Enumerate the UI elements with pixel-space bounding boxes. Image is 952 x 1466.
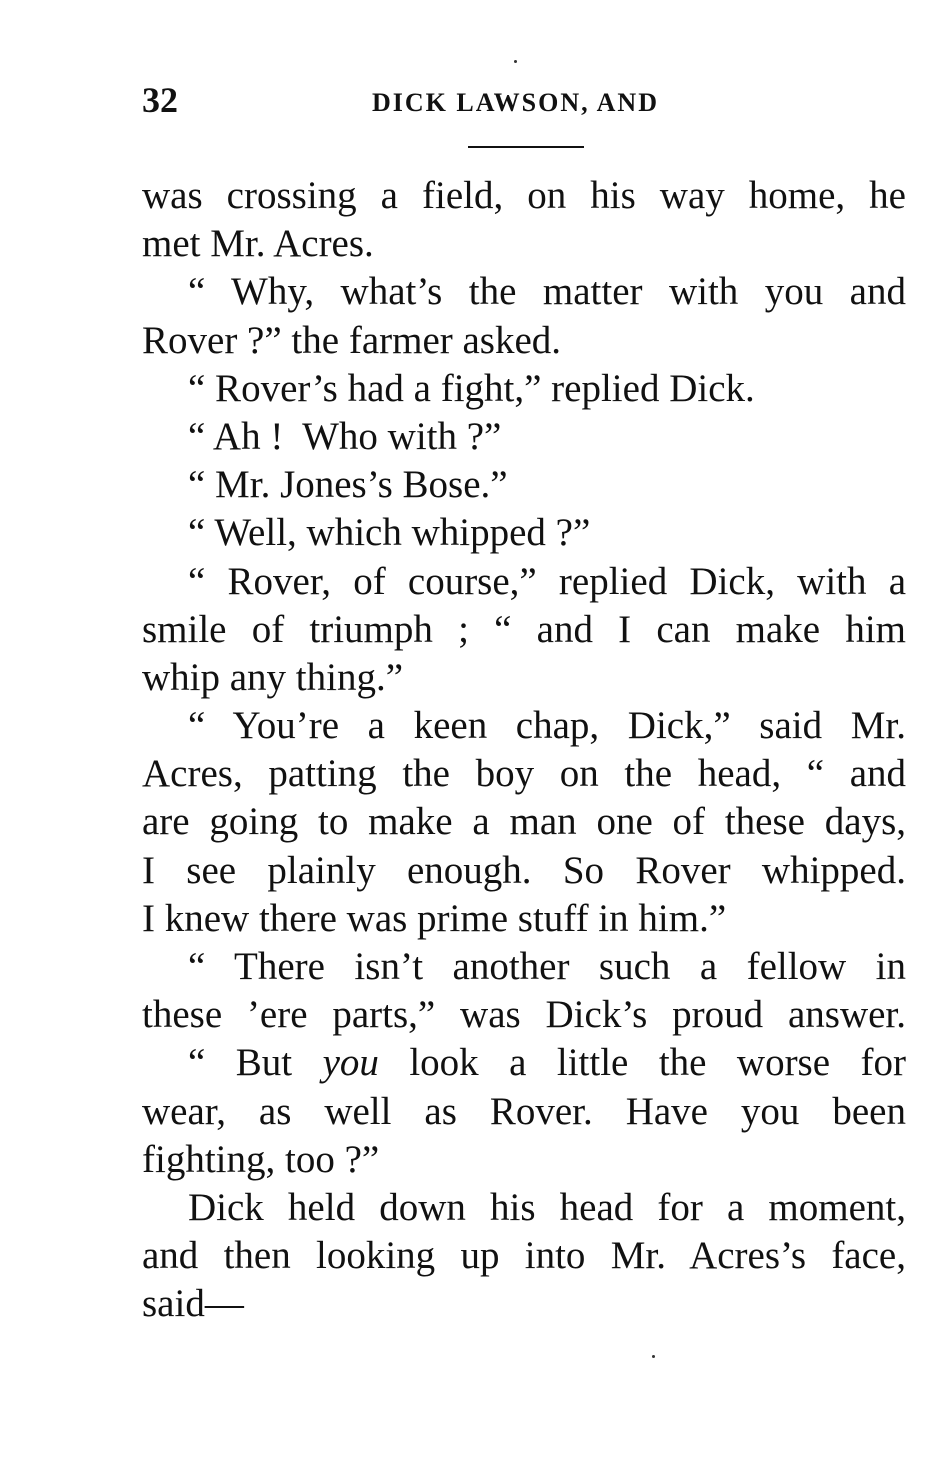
text-fragment: look a little the worse for [378, 1041, 906, 1085]
running-title: DICK LAWSON, AND [372, 88, 659, 117]
print-speck [652, 1355, 655, 1358]
header-rule [468, 146, 584, 148]
text-line: “ Rover, of course,” replied Dick, with a [188, 559, 906, 603]
text-line: said— [142, 1282, 244, 1326]
text-line: and then looking up into Mr. Acres’s face, [142, 1234, 906, 1278]
text-line: Acres, patting the boy on the head, “ and [142, 752, 906, 796]
text-line: smile of triumph ; “ and I can make him [142, 607, 906, 651]
text-line: met Mr. Acres. [142, 222, 374, 266]
page-number: 32 [142, 80, 178, 120]
text-line: these ’ere parts,” was Dick’s proud answer. [142, 993, 906, 1037]
text-line: “ There isn’t another such a fellow in [188, 945, 906, 988]
text-line: “ Rover’s had a fight,” replied Dick. [188, 366, 755, 410]
text-line: fighting, too ?” [142, 1137, 380, 1181]
text-line: Dick held down his head for a moment, [188, 1185, 906, 1229]
print-speck [514, 60, 517, 63]
emphasized-word: you [322, 1041, 379, 1085]
body-text [142, 172, 906, 1329]
text-line: “ Well, which whipped ?” [188, 511, 591, 555]
text-fragment: “ But [188, 1041, 323, 1085]
text-line: I see plainly enough. So Rover whipped. [142, 848, 906, 892]
text-line: was crossing a field, on his way home, he [142, 174, 906, 217]
text-line-emphasis [142, 1039, 906, 1087]
text-line: wear, as well as Rover. Have you been [142, 1089, 906, 1133]
text-line: “ You’re a keen chap, Dick,” said Mr. [188, 704, 906, 748]
text-line: Rover ?” the farmer asked. [142, 318, 562, 362]
text-line: I knew there was prime stuff in him.” [142, 896, 727, 940]
text-line: whip any thing.” [142, 655, 404, 699]
text-line: “ Ah ! Who with ?” [188, 414, 502, 458]
text-line: “ Why, what’s the matter with you and [188, 270, 906, 314]
text-line: “ Mr. Jones’s Bose.” [188, 463, 508, 507]
text-line: are going to make a man one of these days, [142, 800, 906, 844]
